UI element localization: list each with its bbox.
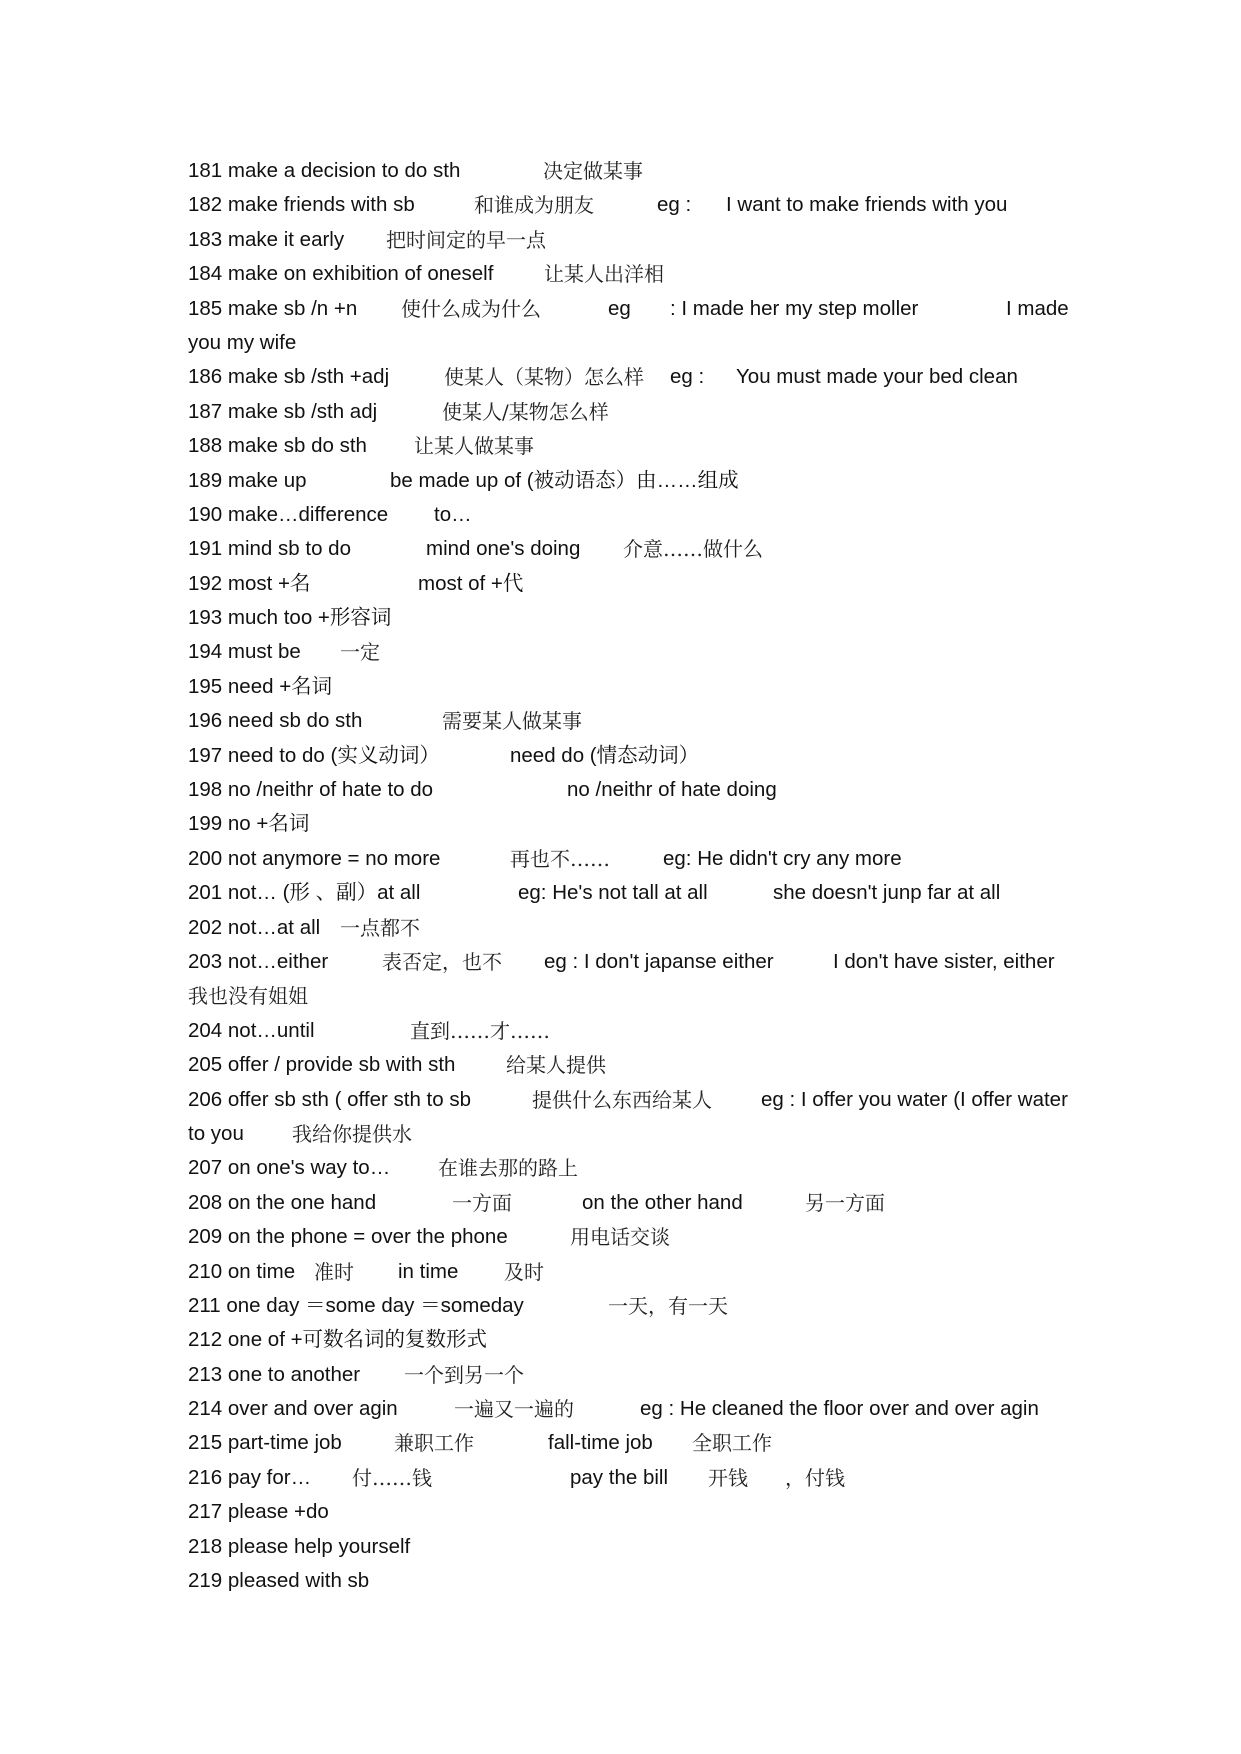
phrase-segment: 189 make up xyxy=(188,468,307,492)
phrase-segment: fall-time job xyxy=(548,1431,653,1455)
phrase-segment: 212 one of +可数名词的复数形式 xyxy=(188,1328,488,1352)
phrase-segment: eg xyxy=(608,296,631,320)
phrase-segment: 直到……才…… xyxy=(410,1018,550,1043)
phrase-segment: 213 one to another xyxy=(188,1362,361,1386)
phrase-segment: 让某人出洋相 xyxy=(544,262,664,287)
phrase-segment: 208 on the one hand xyxy=(188,1190,377,1214)
phrase-segment: 使某人（某物）怎么样 xyxy=(444,365,644,390)
phrase-segment: 193 much too +形容词 xyxy=(188,606,392,630)
phrase-segment: need do (情态动词） xyxy=(510,743,700,767)
phrase-segment: 再也不…… xyxy=(510,846,610,871)
phrase-segment: I made xyxy=(1006,296,1069,320)
phrase-segment: 210 on time xyxy=(188,1259,296,1283)
phrase-segment: be made up of (被动语态）由……组成 xyxy=(390,468,739,492)
phrase-segment: 191 mind sb to do xyxy=(188,537,351,561)
phrase-segment: 182 make friends with sb xyxy=(188,193,415,217)
phrase-line xyxy=(188,1048,1108,1082)
phrase-segment: most of +代 xyxy=(418,571,524,595)
phrase-segment: eg: He's not tall at all xyxy=(518,881,708,905)
phrase-segment: 217 please +do xyxy=(188,1500,329,1524)
phrase-list xyxy=(188,154,1108,1598)
phrase-segment: 全职工作 xyxy=(692,1431,772,1456)
phrase-segment: 使什么成为什么 xyxy=(401,296,541,321)
phrase-segment: 194 must be xyxy=(188,640,301,664)
phrase-line xyxy=(188,1564,1108,1598)
phrase-line xyxy=(188,945,1108,979)
phrase-segment: 及时 xyxy=(504,1259,544,1284)
phrase-segment: 181 make a decision to do sth xyxy=(188,159,461,182)
phrase-line xyxy=(188,292,1108,326)
phrase-segment: 准时 xyxy=(314,1259,354,1284)
phrase-segment: 204 not…until xyxy=(188,1018,315,1042)
phrase-line xyxy=(188,1461,1108,1495)
phrase-segment: 介意……做什么 xyxy=(623,537,763,562)
phrase-segment: 一个到另一个 xyxy=(404,1362,524,1387)
phrase-segment: eg: He didn't cry any more xyxy=(663,846,902,870)
phrase-segment: 203 not…either xyxy=(188,949,329,973)
phrase-line xyxy=(188,1151,1108,1185)
phrase-segment: 215 part-time job xyxy=(188,1431,342,1455)
phrase-line xyxy=(188,567,1108,601)
phrase-line xyxy=(188,1392,1108,1426)
phrase-segment: 185 make sb /n +n xyxy=(188,296,358,320)
phrase-line xyxy=(188,601,1108,635)
phrase-segment: 219 pleased with sb xyxy=(188,1569,370,1593)
phrase-segment: pay the bill xyxy=(570,1465,669,1489)
phrase-segment: 200 not anymore = no more xyxy=(188,846,441,870)
phrase-segment: 用电话交谈 xyxy=(570,1225,670,1250)
phrase-line xyxy=(188,670,1108,704)
phrase-segment: to you xyxy=(188,1121,244,1145)
phrase-segment: 188 make sb do sth xyxy=(188,434,367,458)
phrase-line xyxy=(188,1495,1108,1529)
phrase-segment: : I made her my step moller xyxy=(670,296,919,320)
phrase-line xyxy=(188,326,1108,360)
phrase-segment: 207 on one's way to… xyxy=(188,1156,391,1180)
phrase-line xyxy=(188,429,1108,463)
phrase-line xyxy=(188,223,1108,257)
phrase-segment: 190 make…difference xyxy=(188,502,389,526)
phrase-line xyxy=(188,1083,1108,1117)
phrase-segment: 开钱 xyxy=(708,1465,748,1490)
phrase-line xyxy=(188,1530,1108,1564)
phrase-segment: 209 on the phone = over the phone xyxy=(188,1225,508,1249)
phrase-line xyxy=(188,1220,1108,1254)
phrase-segment: 211 one day ＝some day ＝someday xyxy=(188,1293,524,1317)
phrase-segment: on the other hand xyxy=(582,1190,743,1214)
phrase-line xyxy=(188,257,1108,291)
phrase-segment: 一方面 xyxy=(452,1190,512,1215)
phrase-segment: 把时间定的早一点 xyxy=(386,227,546,252)
phrase-segment: 218 please help yourself xyxy=(188,1534,411,1558)
phrase-line xyxy=(188,979,1108,1013)
phrase-line xyxy=(188,1255,1108,1289)
phrase-line xyxy=(188,1289,1108,1323)
phrase-segment: 付……钱 xyxy=(352,1465,432,1490)
phrase-segment: 184 make on exhibition of oneself xyxy=(188,262,494,286)
phrase-segment: eg : xyxy=(670,365,705,389)
phrase-line xyxy=(188,876,1108,910)
phrase-line xyxy=(188,1117,1108,1151)
phrase-segment: 202 not…at all xyxy=(188,915,321,939)
phrase-line xyxy=(188,807,1108,841)
phrase-line xyxy=(188,1323,1108,1357)
phrase-segment: 决定做某事 xyxy=(543,159,643,183)
phrase-line xyxy=(188,1014,1108,1048)
phrase-line xyxy=(188,498,1108,532)
phrase-segment: to… xyxy=(434,502,472,526)
phrase-line xyxy=(188,842,1108,876)
phrase-segment: 一天，有一天 xyxy=(608,1293,728,1318)
phrase-segment: 一遍又一遍的 xyxy=(454,1397,574,1422)
phrase-segment: ，付钱 xyxy=(785,1465,845,1490)
phrase-line xyxy=(188,395,1108,429)
phrase-segment: 214 over and over agin xyxy=(188,1397,398,1421)
phrase-line xyxy=(188,773,1108,807)
phrase-segment: 使某人/某物怎么样 xyxy=(442,399,609,424)
phrase-segment: eg : He cleaned the floor over and over agin xyxy=(640,1397,1039,1421)
phrase-segment: 186 make sb /sth +adj xyxy=(188,365,390,389)
phrase-segment: eg : I don't japanse either xyxy=(544,949,774,973)
phrase-segment: 我也没有姐姐 xyxy=(188,984,308,1009)
phrase-segment: 192 most +名 xyxy=(188,571,311,595)
phrase-line xyxy=(188,1186,1108,1220)
phrase-line xyxy=(188,1358,1108,1392)
phrase-segment: 199 no +名词 xyxy=(188,812,310,836)
phrase-line xyxy=(188,739,1108,773)
phrase-segment: 兼职工作 xyxy=(394,1431,474,1456)
phrase-segment: 在谁去那的路上 xyxy=(438,1156,578,1181)
phrase-line xyxy=(188,635,1108,669)
phrase-segment: 表否定，也不 xyxy=(382,949,502,974)
phrase-segment: 我给你提供水 xyxy=(292,1121,412,1146)
phrase-segment: 提供什么东西给某人 xyxy=(532,1087,712,1112)
phrase-segment: 和谁成为朋友 xyxy=(474,193,594,218)
phrase-segment: 196 need sb do sth xyxy=(188,709,363,733)
phrase-line xyxy=(188,704,1108,738)
phrase-line xyxy=(188,1426,1108,1460)
phrase-segment: 一点都不 xyxy=(340,915,420,940)
phrase-segment: no /neithr of hate doing xyxy=(567,778,777,802)
phrase-segment: I want to make friends with you xyxy=(726,193,1008,217)
phrase-line xyxy=(188,188,1108,222)
phrase-segment: 198 no /neithr of hate to do xyxy=(188,778,434,802)
phrase-segment: I don't have sister, either xyxy=(833,949,1055,973)
phrase-segment: 一定 xyxy=(340,640,380,665)
phrase-line xyxy=(188,464,1108,498)
phrase-line xyxy=(188,154,1108,188)
phrase-segment: you my wife xyxy=(188,330,297,354)
phrase-line xyxy=(188,532,1108,566)
phrase-segment: 197 need to do (实义动词） xyxy=(188,743,440,767)
phrase-segment: eg : xyxy=(657,193,692,217)
phrase-segment: 205 offer / provide sb with sth xyxy=(188,1053,456,1077)
phrase-segment: 另一方面 xyxy=(805,1190,885,1215)
phrase-segment: 让某人做某事 xyxy=(414,434,534,459)
phrase-segment: 216 pay for… xyxy=(188,1465,312,1489)
phrase-segment: she doesn't junp far at all xyxy=(773,881,1001,905)
phrase-segment: 183 make it early xyxy=(188,227,345,251)
phrase-segment: 195 need +名词 xyxy=(188,674,333,698)
phrase-line xyxy=(188,911,1108,945)
phrase-segment: 给某人提供 xyxy=(506,1053,606,1078)
phrase-line xyxy=(188,360,1108,394)
phrase-segment: eg : I offer you water (I offer water xyxy=(761,1087,1068,1111)
phrase-segment: 201 not… (形 、副）at all xyxy=(188,881,421,905)
phrase-segment: 187 make sb /sth adj xyxy=(188,399,378,423)
phrase-segment: You must made your bed clean xyxy=(736,365,1018,389)
phrase-segment: 需要某人做某事 xyxy=(442,709,582,734)
phrase-segment: mind one's doing xyxy=(426,537,581,561)
phrase-segment: in time xyxy=(398,1259,459,1283)
phrase-segment: 206 offer sb sth ( offer sth to sb xyxy=(188,1087,471,1111)
